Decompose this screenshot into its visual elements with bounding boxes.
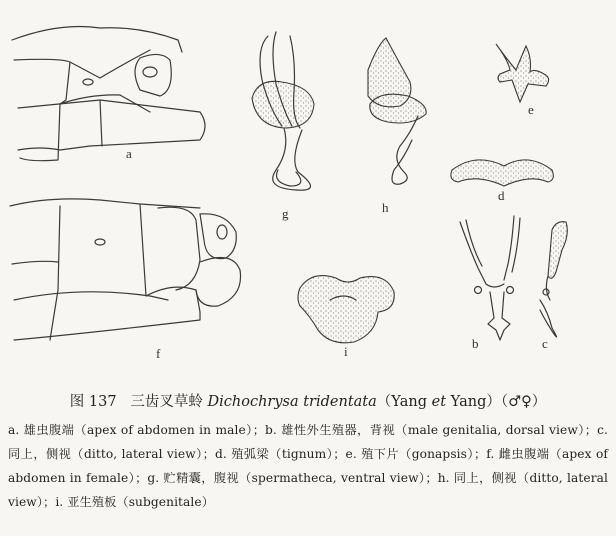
drawing-female-abdomen-apex — [10, 199, 241, 340]
caption-item-e: e. 殖下片（gonapsis）； — [345, 447, 487, 461]
panel-label-e: e — [528, 102, 534, 117]
drawing-subgenitale — [298, 276, 394, 343]
authority-et: et — [431, 394, 447, 410]
panel-label-a: a — [126, 146, 132, 161]
caption-item-g: g. 贮精囊，腹视（spermatheca, ventral view）； — [147, 471, 438, 485]
panel-label-c: c — [542, 336, 548, 351]
figure-number: 图 137 — [69, 394, 117, 410]
authority-close: Yang） — [446, 394, 501, 410]
drawing-male-genitalia-dorsal — [460, 216, 520, 340]
caption-item-b: b. 雄性外生殖器，背视（male genitalia, dorsal view）； — [265, 423, 598, 437]
drawing-spermatheca-lateral — [368, 38, 426, 184]
panel-label-f: f — [156, 346, 161, 361]
authority-open: （Yang — [376, 394, 432, 410]
caption-item-i: i. 亚生殖板（subgenitale） — [55, 495, 215, 509]
panel-label-h: h — [382, 200, 389, 215]
panel-label-i: i — [344, 344, 348, 359]
caption-item-h: h. 同上，侧视（ditto, lateral view）； — [8, 471, 608, 509]
drawing-male-genitalia-lateral — [540, 222, 567, 337]
caption-title — [8, 392, 608, 412]
panel-label-g: g — [282, 206, 289, 221]
species-scientific-name: Dichochrysa tridentata — [207, 394, 377, 410]
drawing-gonapsis — [496, 44, 549, 102]
drawing-spermatheca-ventral — [252, 32, 314, 190]
caption-item-a: a. 雄虫腹端（apex of abdomen in male）； — [8, 423, 265, 437]
sex-symbols: （♂♀） — [500, 394, 547, 410]
caption-item-d: d. 殖弧梁（tignum）； — [214, 447, 346, 461]
drawing-male-abdomen-apex — [12, 27, 205, 161]
figure-caption — [8, 392, 608, 514]
drawing-tignum — [451, 160, 553, 186]
caption-item-f: f. 雌虫腹端（apex of abdomen in female）； — [8, 447, 608, 485]
panel-label-b: b — [472, 336, 479, 351]
species-chinese-name: 三齿叉草蛉 — [130, 394, 203, 410]
caption-body — [8, 418, 608, 514]
caption-item-c: c. 同上，侧视（ditto, lateral view）； — [8, 423, 608, 461]
panel-label-d: d — [498, 188, 505, 203]
